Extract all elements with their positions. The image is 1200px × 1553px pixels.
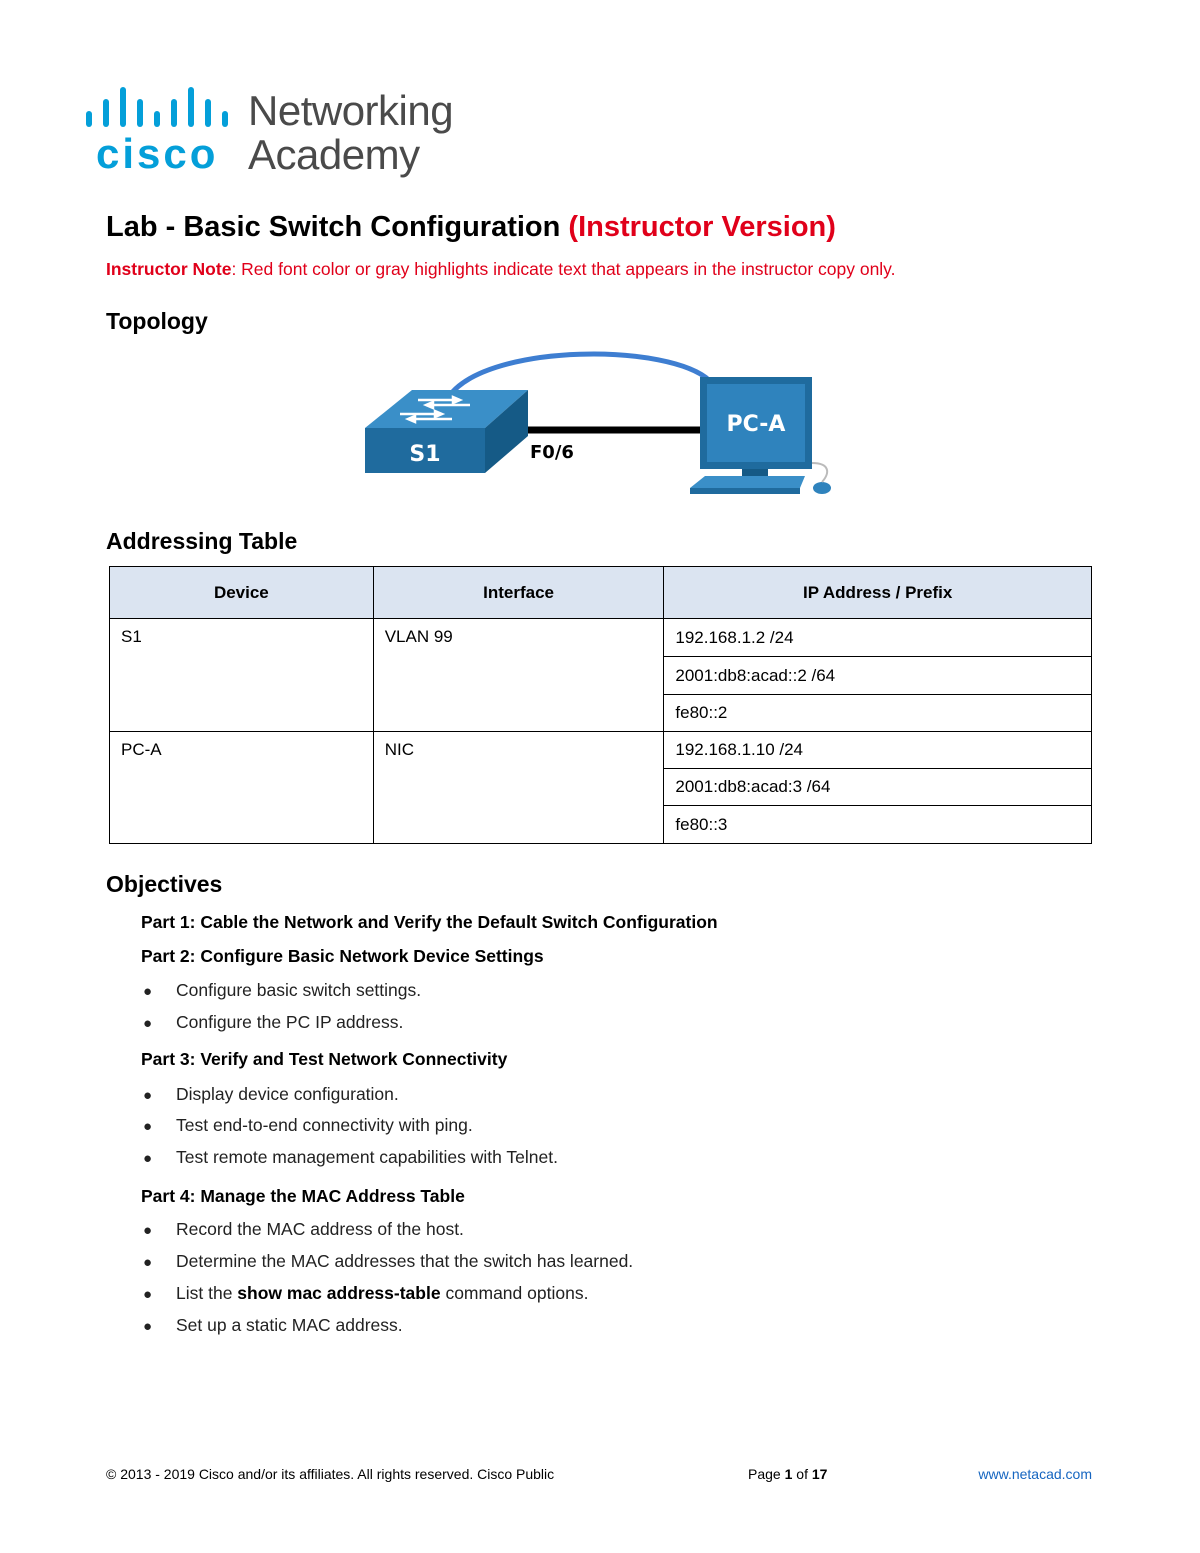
cell-ip: 2001:db8:acad::2 /64 [664,657,1092,695]
addressing-table-heading: Addressing Table [106,528,298,554]
bullet-icon: ● [143,1015,153,1032]
cell-device: PC-A [110,732,374,844]
table-header-ip: IP Address / Prefix [664,567,1092,619]
cisco-wordmark: cisco [96,130,219,177]
footer-copyright: © 2013 - 2019 Cisco and/or its affiliates. All rights reserved. Cisco Public [106,1466,555,1482]
instructor-note-label: Instructor Note [106,259,232,279]
page-title [106,211,836,244]
table-header-interface: Interface [373,567,664,619]
logo-networking: Networking [248,87,454,134]
cell-ip: fe80::2 [664,695,1092,732]
cell-device: S1 [110,619,374,732]
bullet-icon: ● [143,1254,153,1271]
objective-part-4: Part 4: Manage the MAC Address Table [141,1186,465,1206]
list-item: ● Test end-to-end connectivity with ping. [143,1115,473,1135]
list-item: ● Display device configuration. [143,1084,399,1104]
command-text: show mac address-table [237,1283,441,1303]
page-footer [106,1466,1092,1484]
switch-icon [365,390,528,473]
console-cable [450,354,710,395]
table-header-device: Device [110,567,374,619]
list-item: ● Determine the MAC addresses that the switch has learned. [143,1251,634,1271]
cell-ip: 192.168.1.10 /24 [664,732,1092,769]
objective-part-1: Part 1: Cable the Network and Verify the Default Switch Configuration [141,912,718,932]
objective-part-2: Part 2: Configure Basic Network Device Settings [141,946,544,966]
list-item: ● Configure basic switch settings. [143,980,422,1000]
table-header-row [110,567,1092,619]
bullet-icon: ● [143,1222,153,1239]
topology-heading: Topology [106,308,208,334]
bullet-icon: ● [143,1118,153,1135]
instructor-note-text: : Red font color or gray highlights indicate text that appears in the instructor copy only. [231,259,896,279]
cisco-netacad-logo [84,86,484,178]
cell-ip: fe80::3 [664,806,1092,844]
switch-label: S1 [409,442,441,467]
bullet-icon: ● [143,983,153,1000]
bullet-icon: ● [143,1150,153,1167]
logo-academy: Academy [248,131,420,178]
bullet-icon: ● [143,1286,153,1303]
pc-label: PC-A [726,412,786,437]
bullet-icon: ● [143,1318,153,1335]
list-item: ● Set up a static MAC address. [143,1315,403,1335]
bullet-icon: ● [143,1087,153,1104]
table-row [110,732,1092,769]
title-main: Lab - Basic Switch Configuration [106,211,561,243]
cell-interface: VLAN 99 [373,619,664,732]
topology-diagram [360,348,840,503]
cell-ip: 192.168.1.2 /24 [664,619,1092,657]
objectives-heading: Objectives [106,871,223,897]
list-item: ● Test remote management capabilities with Telnet. [143,1147,558,1167]
list-item: ● Configure the PC IP address. [143,1012,404,1032]
title-version: (Instructor Version) [568,211,836,243]
objective-part-3: Part 3: Verify and Test Network Connectivity [141,1049,508,1069]
cell-interface: NIC [373,732,664,844]
instructor-note [106,259,896,280]
table-row [110,619,1092,657]
list-item: ● Record the MAC address of the host. [143,1219,464,1239]
footer-website-link[interactable]: www.netacad.com [978,1466,1092,1482]
cell-ip: 2001:db8:acad:3 /64 [664,769,1092,806]
footer-page-number: Page 1 of 17 [748,1466,828,1482]
addressing-table [109,566,1092,844]
list-item: ● List the show mac address-table command options. [143,1283,589,1303]
port-label: F0/6 [530,442,574,463]
